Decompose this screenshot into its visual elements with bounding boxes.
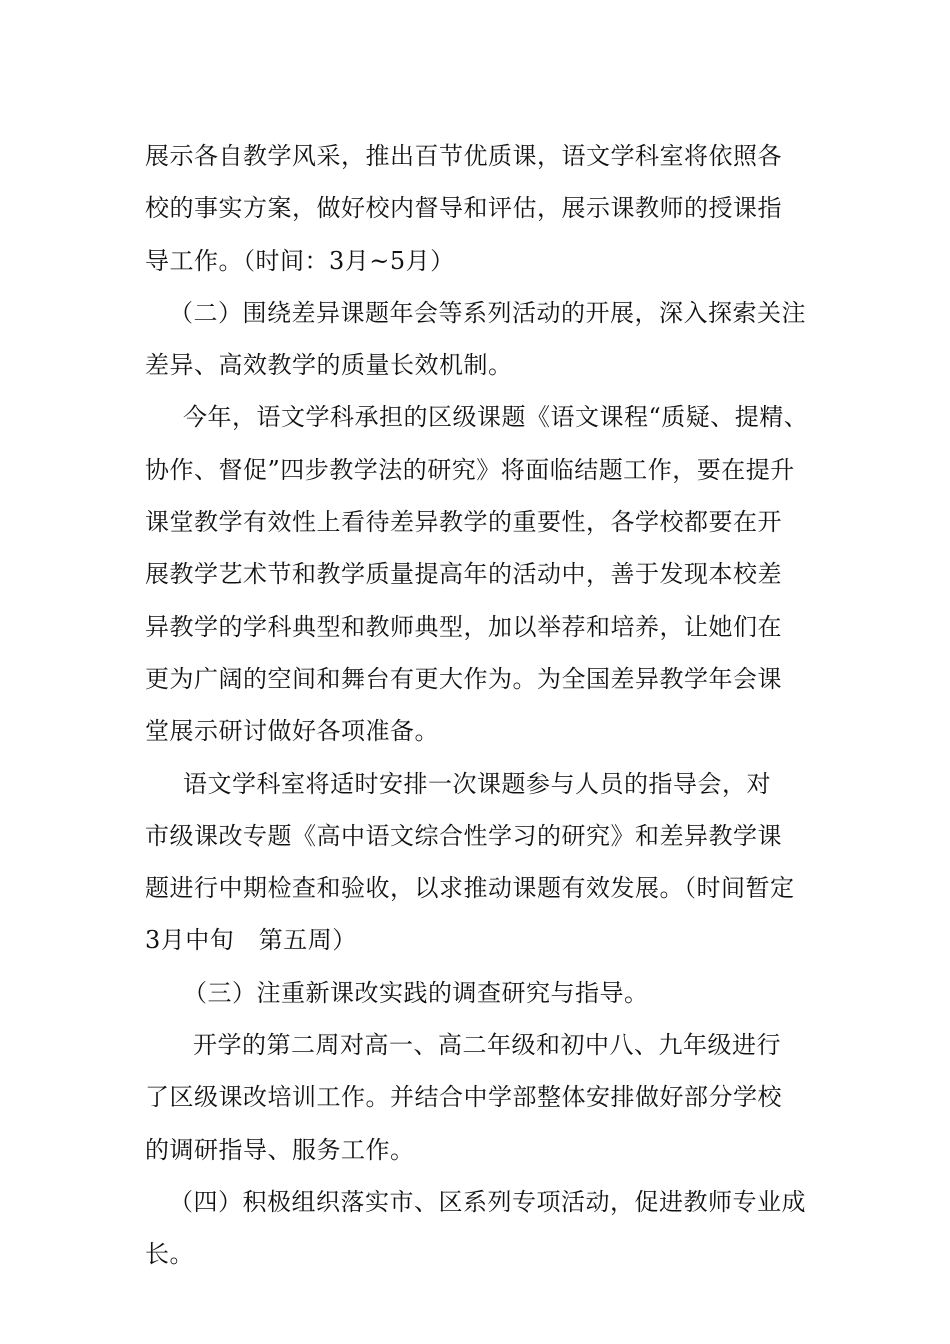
text-line: 异教学的学科典型和教师典型，加以举荐和培养，让她们在	[145, 612, 782, 641]
text-line: 更为广阔的空间和舞台有更大作为。为全国差异教学年会课	[145, 664, 782, 693]
section-heading: （四）积极组织落实市、区系列专项活动，促进教师专业成	[169, 1187, 806, 1216]
text-line: 差异、高效教学的质量长效机制。	[145, 351, 513, 380]
text-line: 了区级课改培训工作。并结合中学部整体安排做好部分学校	[145, 1083, 782, 1112]
text-line: 课堂教学有效性上看待差异教学的重要性，各学校都要在开	[145, 508, 782, 537]
text-line: 校的事实方案，做好校内督导和评估，展示课教师的授课指	[145, 194, 782, 223]
text-line: 堂展示研讨做好各项准备。	[145, 717, 439, 746]
document-body	[145, 130, 815, 1281]
text-line: 今年，语文学科承担的区级课题《语文课程“质疑、提精、	[183, 403, 809, 432]
text-line: 3月中旬 第五周）	[145, 926, 357, 955]
section-heading: （三）注重新课改实践的调查研究与指导。	[183, 978, 649, 1007]
text-line: 长。	[145, 1240, 194, 1269]
text-line: 题进行中期检查和验收，以求推动课题有效发展。（时间暂定	[145, 874, 795, 903]
text-line: 开学的第二周对高一、高二年级和初中八、九年级进行	[193, 1031, 781, 1060]
text-line: 语文学科室将适时安排一次课题参与人员的指导会，对	[183, 769, 771, 798]
text-line: 展示各自教学风采，推出百节优质课，语文学科室将依照各	[145, 142, 782, 170]
text-line: 市级课改专题《高中语文综合性学习的研究》和差异教学课	[145, 821, 782, 850]
text-line: 展教学艺术节和教学质量提高年的活动中，善于发现本校差	[145, 560, 782, 589]
text-line: 导工作。（时间：3月~5月）	[145, 246, 455, 275]
section-heading: （二）围绕差异课题年会等系列活动的开展，深入探索关注	[169, 298, 806, 327]
text-line: 协作、督促”四步教学法的研究》将面临结题工作，要在提升	[145, 455, 795, 484]
text-line: 的调研指导、服务工作。	[145, 1135, 415, 1164]
